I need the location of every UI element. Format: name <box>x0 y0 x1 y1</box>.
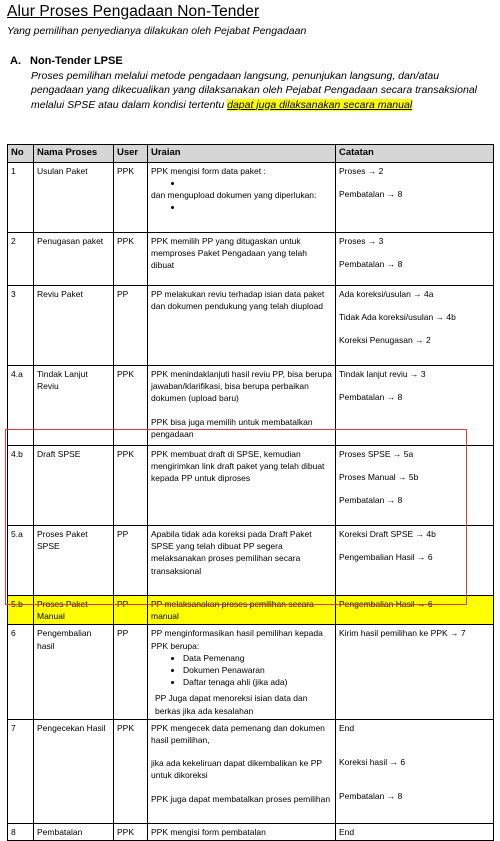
table-row <box>8 625 494 719</box>
cell-name: Usulan Paket <box>34 163 114 233</box>
desc-text: PPK mengecek data pemenang dan dokumen hasil pemilihan, <box>151 722 325 746</box>
desc-text: PPK menindaklanjuti hasil reviu PP, bisa berupa jawaban/klarifikasi, bisa berupa perbaikan dokumen (upload baru) <box>151 369 332 404</box>
bullet-list <box>151 652 332 689</box>
desc-text: PP Juga dapat menoreksi isian data dan berkas jika ada kesalahan <box>155 693 308 716</box>
desc-text: Apabila tidak ada koreksi pada Draft Paket SPSE yang telah dibuat PP segera melaksanakan proses pemilihan secara transaksional <box>151 529 312 576</box>
note-text: Proses Manual → 5b <box>339 472 419 483</box>
note-text: Ada koreksi/usulan → 4a <box>339 289 434 299</box>
desc-text: PPK mengisi form pembatalan <box>151 826 266 837</box>
cell-desc <box>148 233 336 286</box>
cell-no: 4.b <box>8 446 34 526</box>
note-text: Pembatalan → 8 <box>339 392 403 403</box>
cell-name: Reviu Paket <box>34 286 114 366</box>
cell-note <box>336 163 494 233</box>
cell-desc <box>148 596 336 625</box>
table-row <box>8 366 494 446</box>
note-text: Proses SPSE → 5a <box>339 449 414 459</box>
cell-note <box>336 366 494 446</box>
desc-text: PP melakukan reviu terhadap isian data paket dan dokumen pendukung yang telah diupload <box>151 289 325 312</box>
note-text: Proses → 3 <box>339 236 384 246</box>
note-text: Pengembalian Hasil → 6 <box>339 599 433 609</box>
cell-user: PPK <box>114 163 148 233</box>
table-row <box>8 526 494 596</box>
note-text: Pembatalan → 8 <box>339 495 403 506</box>
cell-no: 3 <box>8 286 34 366</box>
page-title: Alur Proses Pengadaan Non-Tender <box>7 3 260 20</box>
list-item: • Data Pemenang <box>183 652 332 664</box>
cell-no: 8 <box>8 823 34 840</box>
header-no: No <box>8 145 34 163</box>
list-item: • Daftar tenaga ahli (jika ada) <box>183 676 332 688</box>
cell-name: Proses Paket SPSE <box>34 526 114 596</box>
table-row <box>8 446 494 526</box>
note-text: Koreksi Penugasan → 2 <box>339 335 431 346</box>
desc-text: PP melaksanakan proses pemilihan secara manual <box>151 599 314 622</box>
cell-desc <box>148 719 336 823</box>
desc-text: PPK bisa juga memilih untuk membatalkan pengadaan <box>151 416 313 439</box>
cell-desc <box>148 823 336 840</box>
note-text: Pengembalian Hasil → 6 <box>339 552 433 563</box>
cell-no: 4.a <box>8 366 34 446</box>
cell-no: 1 <box>8 163 34 233</box>
cell-user: PP <box>114 526 148 596</box>
table-header-row <box>8 145 494 163</box>
page-subtitle: Yang pemilihan penyedianya dilakukan oleh Pejabat Pengadaan <box>7 25 307 37</box>
section-description-highlight: dapat juga dilaksanakan secara manual <box>227 98 413 111</box>
cell-no: 2 <box>8 233 34 286</box>
cell-user: PP <box>114 625 148 719</box>
list-item <box>183 177 332 189</box>
cell-desc <box>148 625 336 719</box>
cell-name: Tindak Lanjut Reviu <box>34 366 114 446</box>
desc-text: PPK juga dapat membatalkan proses pemilihan <box>151 793 331 804</box>
header-uraian: Uraian <box>148 145 336 163</box>
cell-name: Draft SPSE <box>34 446 114 526</box>
table-row <box>8 823 494 840</box>
cell-user: PPK <box>114 446 148 526</box>
cell-user: PP <box>114 286 148 366</box>
section-letter: A. <box>10 55 21 67</box>
note-text: Tidak Ada koreksi/usulan → 4b <box>339 312 456 323</box>
cell-user: PPK <box>114 366 148 446</box>
cell-user: PPK <box>114 719 148 823</box>
note-text: Pembatalan → 8 <box>339 259 403 270</box>
cell-desc <box>148 366 336 446</box>
note-text: Koreksi Draft SPSE → 4b <box>339 529 436 539</box>
table-row <box>8 163 494 233</box>
note-text: Kirim hasil pemilihan ke PPK → 7 <box>339 628 466 639</box>
cell-note <box>336 286 494 366</box>
section-description-text: Proses pemilihan melalui metode pengadaan langsung, penunjukan langsung, dan/atau pengadaan yang dikecualikan yang dilaksanakan oleh Pejabat Pengadaan secara transaksional melalui SPSE atau dalam kondisi tertentu <box>31 70 477 111</box>
cell-note <box>336 596 494 625</box>
note-text: End <box>339 722 355 733</box>
note-text: Koreksi hasil → 6 <box>339 757 406 768</box>
desc-text: jika ada kekeliruan dapat dikembalikan ke PP untuk dikoreksi <box>151 758 322 781</box>
process-table <box>7 144 494 841</box>
cell-desc <box>148 446 336 526</box>
desc-text: dan mengupload dokumen yang diperlukan: <box>151 190 317 201</box>
cell-name: Pengecekan Hasil <box>34 719 114 823</box>
cell-no: 6 <box>8 625 34 719</box>
desc-text: PP menginformasikan hasil pemilihan kepada PPK berupa: <box>151 628 323 651</box>
cell-note <box>336 446 494 526</box>
list-item: • Dokumen Penawaran <box>183 664 332 676</box>
cell-note <box>336 719 494 823</box>
cell-note <box>336 233 494 286</box>
cell-user: PP <box>114 596 148 625</box>
cell-name: Penugasan paket <box>34 233 114 286</box>
section-heading <box>10 55 123 67</box>
cell-note <box>336 526 494 596</box>
header-user: User <box>114 145 148 163</box>
header-catatan: Catatan <box>336 145 494 163</box>
cell-name: Proses Paket Manual <box>34 596 114 625</box>
cell-user: PPK <box>114 233 148 286</box>
note-text: Proses → 2 <box>339 166 384 176</box>
list-item <box>183 201 332 213</box>
cell-desc <box>148 286 336 366</box>
cell-note <box>336 823 494 840</box>
table-row <box>8 719 494 823</box>
note-text: End <box>339 826 355 837</box>
note-text: Tindak lanjut reviu → 3 <box>339 369 426 379</box>
cell-desc <box>148 163 336 233</box>
bullet-list <box>151 177 332 189</box>
bullet-list <box>151 201 332 213</box>
table-row <box>8 286 494 366</box>
cell-name: Pembatalan <box>34 823 114 840</box>
section-heading-text: Non-Tender LPSE <box>30 55 123 67</box>
cell-user: PPK <box>114 823 148 840</box>
table-row-highlighted <box>8 596 494 625</box>
desc-text: PPK membuat draft di SPSE, kemudian mengirimkan link draft paket yang telah dibuat kepada PP untuk diproses <box>151 449 325 484</box>
table-row <box>8 233 494 286</box>
note-text: Pembatalan → 8 <box>339 189 403 200</box>
section-description <box>31 69 491 112</box>
cell-no: 7 <box>8 719 34 823</box>
cell-note <box>336 625 494 719</box>
cell-name: Pengembalian hasil <box>34 625 114 719</box>
cell-no: 5.a <box>8 526 34 596</box>
note-text: Pembatalan → 8 <box>339 791 403 802</box>
header-nama-proses: Nama Proses <box>34 145 114 163</box>
desc-text: PPK mengisi form data paket : <box>151 166 266 176</box>
desc-text: PPK memilih PP yang ditugaskan untuk memproses Paket Pengadaan yang telah dibuat <box>151 236 307 271</box>
cell-no: 5.b <box>8 596 34 625</box>
cell-desc <box>148 526 336 596</box>
